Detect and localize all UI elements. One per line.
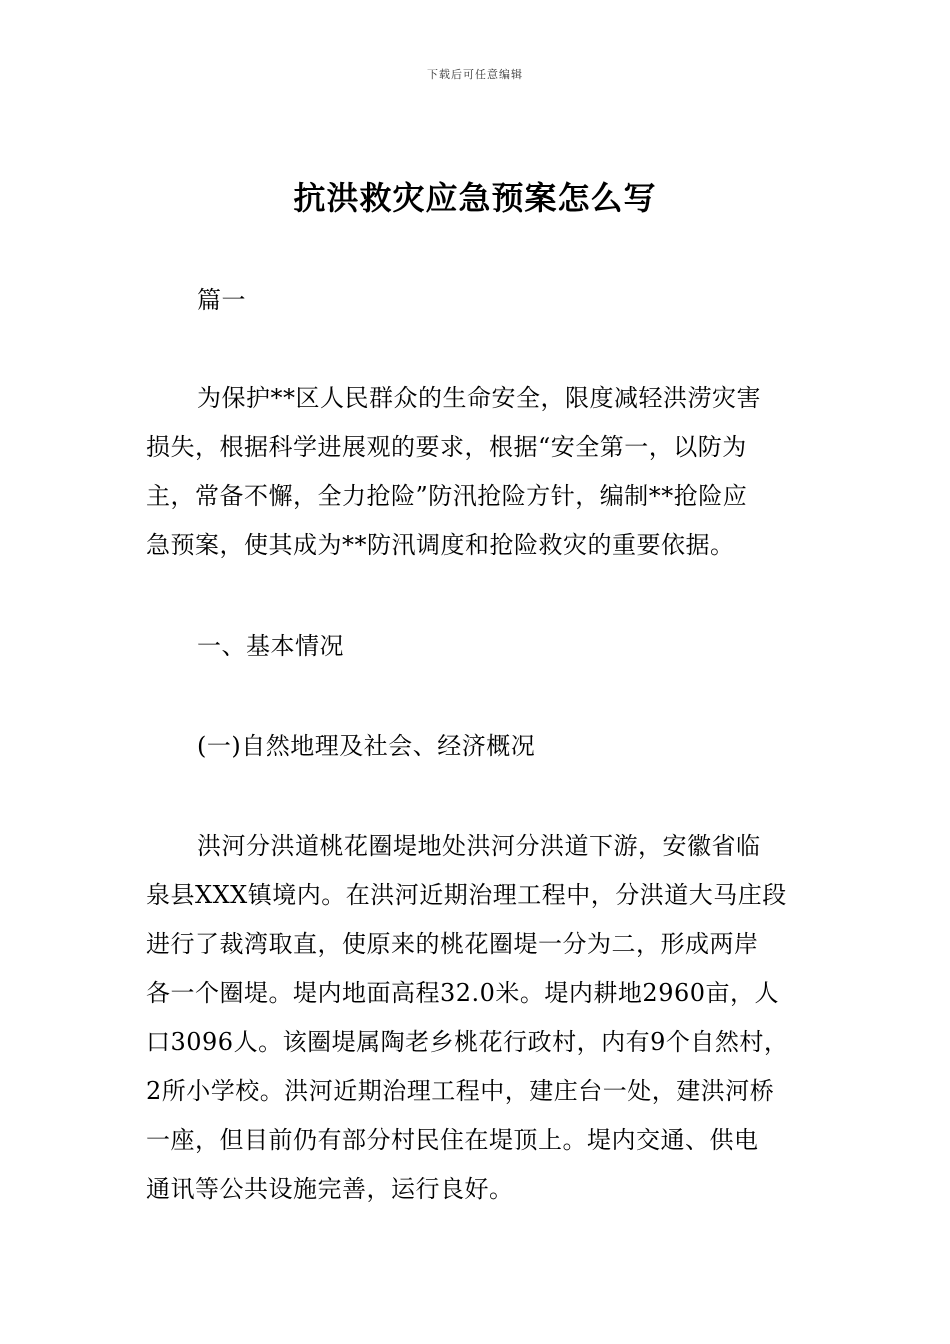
header-note: 下载后可任意编辑 bbox=[427, 68, 523, 81]
paragraph-line: 口3096人。该圈堤属陶老乡桃花行政村，内有9个自然村， bbox=[146, 1028, 789, 1056]
intro-paragraph bbox=[146, 374, 836, 570]
paragraph-line: 一座，但目前仍有部分村民住在堤顶上。堤内交通、供电 bbox=[146, 1126, 759, 1154]
section-label-text: 篇一 bbox=[197, 286, 246, 314]
paragraph-line: 主，常备不懈，全力抢险”防汛抢险方针，编制**抢险应 bbox=[146, 482, 748, 510]
heading-text: 一、基本情况 bbox=[197, 632, 344, 660]
heading-basic-situation bbox=[146, 622, 887, 671]
paragraph-line: 急预案，使其成为**防汛调度和抢险救灾的重要依据。 bbox=[146, 531, 735, 559]
document-title: 抗洪救灾应急预案怎么写 bbox=[293, 179, 657, 217]
paragraph-line: 泉县XXX镇境内。在洪河近期治理工程中，分洪道大马庄段 bbox=[146, 881, 787, 909]
paragraph-line: 各一个圈堤。堤内地面高程32.0米。堤内耕地2960亩，人 bbox=[146, 979, 780, 1007]
paragraph-line: 通讯等公共设施完善，运行良好。 bbox=[146, 1175, 514, 1203]
paragraph-line: 2所小学校。洪河近期治理工程中，建庄台一处，建洪河桥 bbox=[146, 1077, 775, 1105]
heading-text: (一)自然地理及社会、经济概况 bbox=[197, 732, 536, 760]
heading-natural-geography bbox=[146, 722, 887, 771]
paragraph-line: 损失，根据科学进展观的要求，根据“安全第一，以防为 bbox=[146, 433, 747, 461]
paragraph-line: 洪河分洪道桃花圈堤地处洪河分洪道下游，安徽省临 bbox=[197, 832, 761, 860]
paragraph-line: 为保护**区人民群众的生命安全，限度减轻洪涝灾害 bbox=[197, 384, 761, 412]
body-paragraph bbox=[146, 822, 836, 1214]
section-label bbox=[146, 276, 887, 325]
paragraph-line: 进行了裁湾取直，使原来的桃花圈堤一分为二，形成两岸 bbox=[146, 930, 759, 958]
